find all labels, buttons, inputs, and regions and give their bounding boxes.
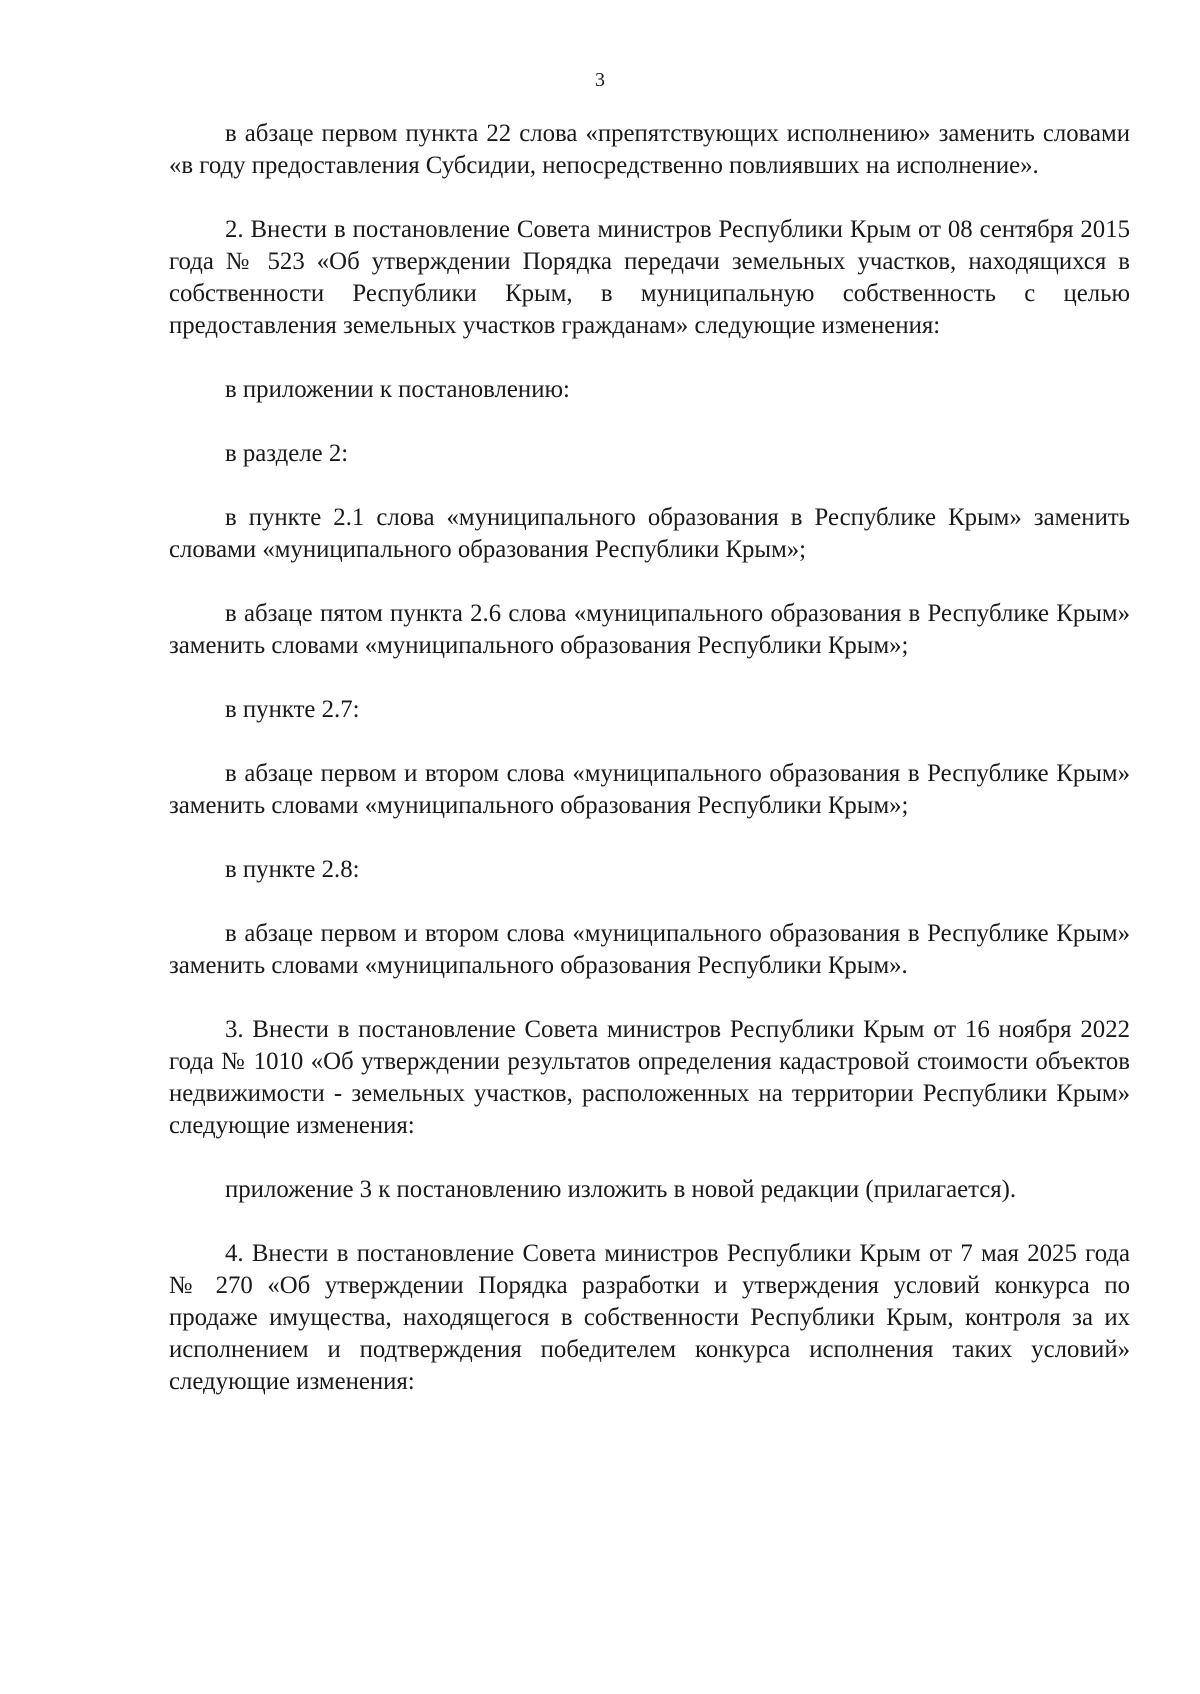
- paragraph-appendix: в приложении к постановлению:: [225, 376, 570, 403]
- paragraph-section-2: в разделе 2:: [225, 440, 349, 467]
- paragraph-item-2: 2. Внести в постановление Совета министров Республики Крым от 08 сентября 2015 года № 523 «Об утверждении Порядка передачи земельных участков, находящихся в собственности Республики Крым, в муниципальную собственность с целью предоставления земельных участков гражданам» следующие изменения:: [169, 216, 1130, 339]
- paragraph-appendix-3: приложение 3 к постановлению изложить в новой редакции (прилагается).: [225, 1176, 1017, 1203]
- document-body: [169, 118, 1130, 1398]
- paragraph-point-2-7-text: в абзаце первом и втором слова «муниципального образования в Республике Крым» заменить словами «муниципального образования Республики Крым»;: [169, 760, 1130, 819]
- page-number: 3: [595, 69, 605, 91]
- paragraph-point-2-7: в пункте 2.7:: [225, 696, 360, 723]
- paragraph-item-3: 3. Внести в постановление Совета министров Республики Крым от 16 ноября 2022 года № 1010 «Об утверждении результатов определения кадастровой стоимости объектов недвижимости - земельных участков, расположенных на территории Республики Крым» следующие изменения:: [169, 1016, 1130, 1139]
- paragraph-item-4: 4. Внести в постановление Совета министров Республики Крым от 7 мая 2025 года № 270 «Об утверждении Порядка разработки и утверждения условий конкурса по продаже имущества, находящегося в собственности Республики Крым, контроля за их исполнением и подтверждения победителем конкурса исполнения таких условий» следующие изменения:: [169, 1240, 1130, 1395]
- paragraph-point-2-8: в пункте 2.8:: [225, 856, 360, 883]
- paragraph-point-2-8-text: в абзаце первом и втором слова «муниципального образования в Республике Крым» заменить словами «муниципального образования Республики Крым».: [169, 920, 1130, 979]
- paragraph-amendment-p22: в абзаце первом пункта 22 слова «препятствующих исполнению» заменить словами «в году предоставления Субсидии, непосредственно повлиявших на исполнение».: [169, 120, 1130, 179]
- paragraph-point-2-1: в пункте 2.1 слова «муниципального образования в Республике Крым» заменить словами «муниципального образования Республики Крым»;: [169, 504, 1130, 563]
- paragraph-point-2-6: в абзаце пятом пункта 2.6 слова «муниципального образования в Республике Крым» заменить словами «муниципального образования Республики Крым»;: [169, 600, 1130, 659]
